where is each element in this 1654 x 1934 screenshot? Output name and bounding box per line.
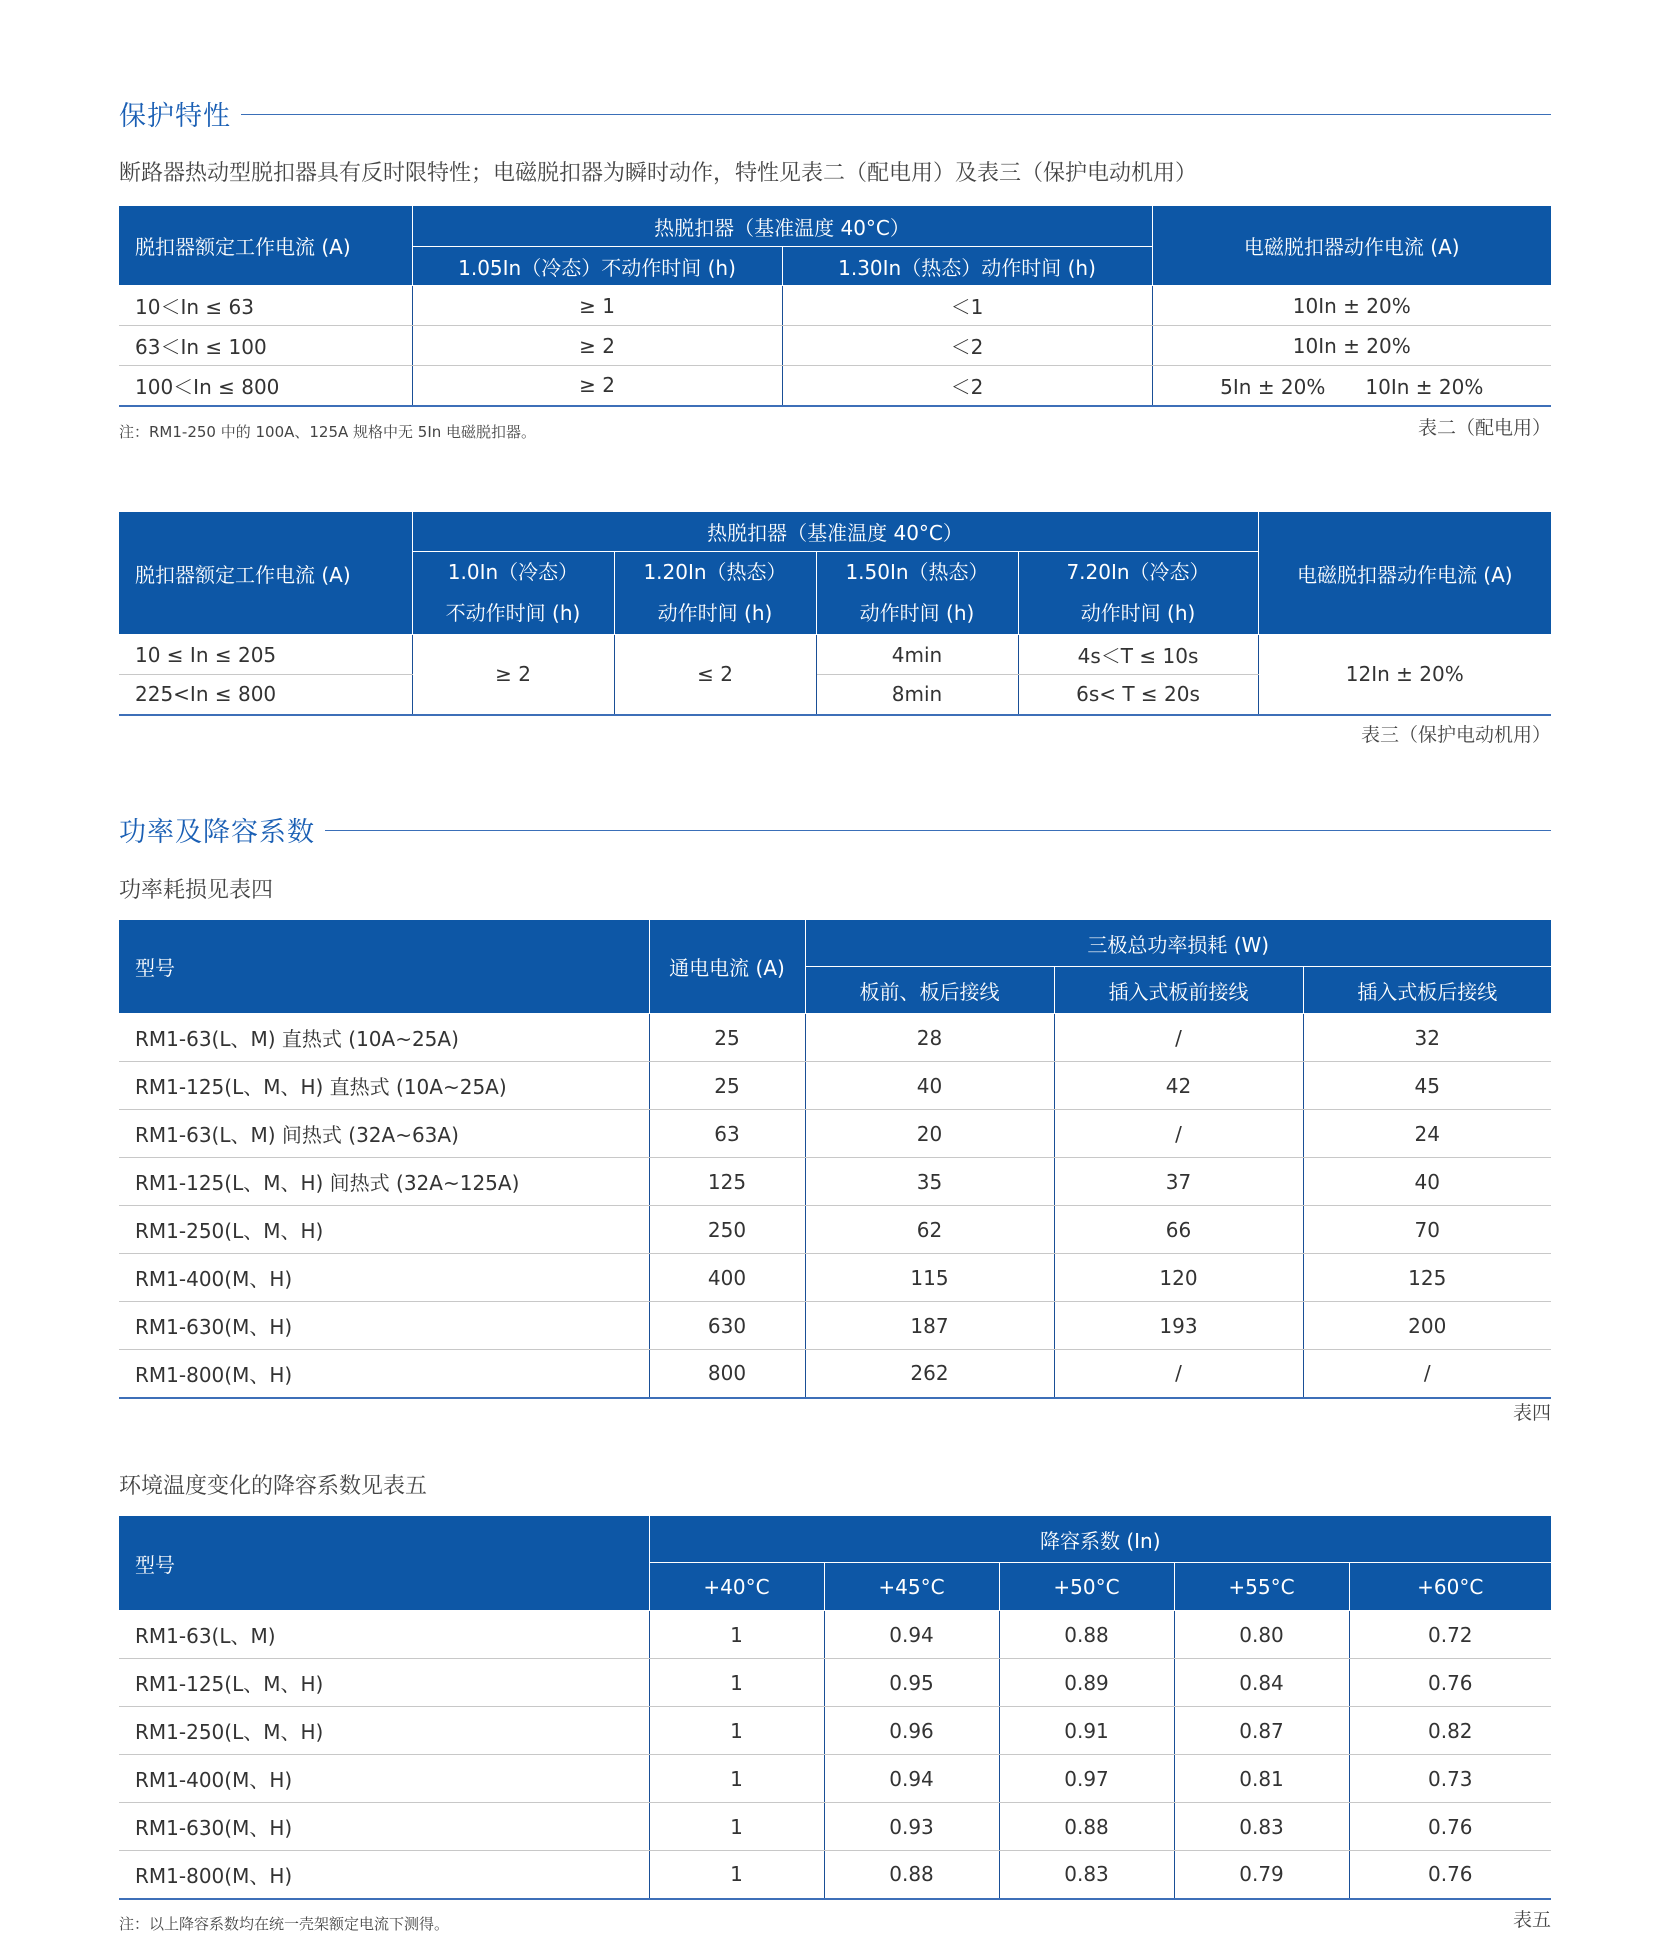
power-intro: 功率耗损见表四 <box>119 878 274 903</box>
header-120in-hot <box>614 552 816 635</box>
cell-loss: / <box>1303 1350 1551 1398</box>
table-row <box>119 1659 1551 1707</box>
header-temp-40: +40°C <box>649 1563 824 1611</box>
cell-150in: 8min <box>816 675 1018 715</box>
cell-720in: 4s＜T ≤ 10s <box>1018 635 1258 675</box>
cell-magnetic: 5In ± 20% 10In ± 20% <box>1152 366 1551 406</box>
section-divider <box>325 830 1551 831</box>
header-150in-hot <box>816 552 1018 635</box>
cell-factor: 0.81 <box>1174 1755 1349 1803</box>
cell-hot: ＜2 <box>782 326 1152 366</box>
table-row <box>119 1707 1551 1755</box>
header-line: 1.20In（热态） <box>643 560 787 584</box>
cell-factor: 0.82 <box>1349 1707 1551 1755</box>
cell-model: RM1-630(M、H) <box>119 1803 649 1851</box>
cell-factor: 0.84 <box>1174 1659 1349 1707</box>
cell-factor: 0.88 <box>999 1611 1174 1659</box>
cell-model: RM1-125(L、M、H) <box>119 1659 649 1707</box>
cell-current: 10 ≤ In ≤ 205 <box>119 635 412 675</box>
header-temp-60: +60°C <box>1349 1563 1551 1611</box>
cell-current: 25 <box>649 1062 805 1110</box>
table-row <box>119 1158 1551 1206</box>
header-line: 动作时间 (h) <box>1080 601 1196 625</box>
cell-factor: 0.94 <box>824 1611 999 1659</box>
cell-current: 250 <box>649 1206 805 1254</box>
cell-cold: ≥ 1 <box>412 286 782 326</box>
cell-cold: ≥ 2 <box>412 366 782 406</box>
header-plugin-front: 插入式板前接线 <box>1054 967 1303 1014</box>
cell-model: RM1-63(L、M) 直热式 (10A~25A) <box>119 1014 649 1062</box>
cell-loss: 20 <box>805 1110 1054 1158</box>
header-cold: 1.05In（冷态）不动作时间 (h) <box>412 247 782 286</box>
cell-loss: 120 <box>1054 1254 1303 1302</box>
section-title-text: 功率及降容系数 <box>119 816 315 848</box>
cell-loss: 193 <box>1054 1302 1303 1350</box>
table5-note: 注：以上降容系数均在统一壳架额定电流下测得。 <box>119 1915 450 1933</box>
cell-factor: 0.79 <box>1174 1851 1349 1899</box>
header-line: 动作时间 (h) <box>657 601 773 625</box>
cell-loss: 200 <box>1303 1302 1551 1350</box>
table-row <box>119 1755 1551 1803</box>
cell-loss: 42 <box>1054 1062 1303 1110</box>
cell-factor: 0.83 <box>999 1851 1174 1899</box>
cell-factor: 0.91 <box>999 1707 1174 1755</box>
cell-factor: 0.96 <box>824 1707 999 1755</box>
table3-caption: 表三（保护电动机用） <box>1360 724 1551 746</box>
table5-caption: 表五 <box>1512 1909 1551 1931</box>
header-thermal: 热脱扣器（基准温度 40°C） <box>412 206 1152 247</box>
table-row <box>119 1254 1551 1302</box>
header-line: 1.50In（热态） <box>845 560 989 584</box>
table-derating <box>119 1515 1551 1900</box>
cell-model: RM1-400(M、H) <box>119 1755 649 1803</box>
cell-hot: ＜2 <box>782 366 1152 406</box>
cell-loss: 125 <box>1303 1254 1551 1302</box>
cell-factor: 0.97 <box>999 1755 1174 1803</box>
table-row <box>119 1350 1551 1398</box>
cell-150in: 4min <box>816 635 1018 675</box>
cell-factor: 0.87 <box>1174 1707 1349 1755</box>
table-distribution <box>119 205 1551 407</box>
cell-hot: ＜1 <box>782 286 1152 326</box>
protection-intro: 断路器热动型脱扣器具有反时限特性；电磁脱扣器为瞬时动作，特性见表二（配电用）及表三（保护电动机用） <box>119 161 1198 186</box>
table-row <box>119 1110 1551 1158</box>
header-temp-55: +55°C <box>1174 1563 1349 1611</box>
cell-magnetic: 10In ± 20% <box>1152 286 1551 326</box>
cell-factor: 0.80 <box>1174 1611 1349 1659</box>
cell-loss: 187 <box>805 1302 1054 1350</box>
cell-factor: 0.89 <box>999 1659 1174 1707</box>
cell-factor: 0.72 <box>1349 1611 1551 1659</box>
cell-factor: 1 <box>649 1707 824 1755</box>
cell-loss: / <box>1054 1014 1303 1062</box>
header-plugin-back: 插入式板后接线 <box>1303 967 1551 1014</box>
cell-factor: 0.94 <box>824 1755 999 1803</box>
table2-note: 注：RM1-250 中的 100A、125A 规格中无 5In 电磁脱扣器。 <box>119 423 537 441</box>
cell-current: 63 <box>649 1110 805 1158</box>
header-hot: 1.30In（热态）动作时间 (h) <box>782 247 1152 286</box>
cell-loss: 40 <box>805 1062 1054 1110</box>
cell-factor: 0.95 <box>824 1659 999 1707</box>
table-row <box>119 326 1551 366</box>
cell-factor: 1 <box>649 1659 824 1707</box>
cell-model: RM1-250(L、M、H) <box>119 1707 649 1755</box>
cell-loss: 35 <box>805 1158 1054 1206</box>
cell-factor: 0.83 <box>1174 1803 1349 1851</box>
section-divider <box>241 114 1551 115</box>
header-thermal: 热脱扣器（基准温度 40°C） <box>412 512 1258 552</box>
cell-current: 25 <box>649 1014 805 1062</box>
cell-factor: 1 <box>649 1851 824 1899</box>
cell-model: RM1-800(M、H) <box>119 1851 649 1899</box>
cell-factor: 0.76 <box>1349 1659 1551 1707</box>
header-model: 型号 <box>119 1516 649 1611</box>
cell-loss: 262 <box>805 1350 1054 1398</box>
table-row <box>119 286 1551 326</box>
cell-loss: / <box>1054 1110 1303 1158</box>
table-row <box>119 1611 1551 1659</box>
cell-current: 225<In ≤ 800 <box>119 675 412 715</box>
header-current: 脱扣器额定工作电流 (A) <box>119 512 412 635</box>
cell-loss: 28 <box>805 1014 1054 1062</box>
header-720in-cold <box>1018 552 1258 635</box>
derating-intro: 环境温度变化的降容系数见表五 <box>119 1474 428 1499</box>
cell-loss: 115 <box>805 1254 1054 1302</box>
table-row <box>119 1302 1551 1350</box>
cell-factor: 0.73 <box>1349 1755 1551 1803</box>
header-line: 动作时间 (h) <box>859 601 975 625</box>
cell-factor: 0.88 <box>824 1851 999 1899</box>
header-line: 不动作时间 (h) <box>445 601 581 625</box>
cell-model: RM1-800(M、H) <box>119 1350 649 1398</box>
table-motor <box>119 511 1551 716</box>
cell-current: 800 <box>649 1350 805 1398</box>
cell-loss: 32 <box>1303 1014 1551 1062</box>
cell-current: 125 <box>649 1158 805 1206</box>
cell-loss: 66 <box>1054 1206 1303 1254</box>
cell-model: RM1-630(M、H) <box>119 1302 649 1350</box>
cell-loss: 40 <box>1303 1158 1551 1206</box>
header-1in-cold <box>412 552 614 635</box>
header-power-group: 三极总功率损耗 (W) <box>805 920 1551 967</box>
table-row <box>119 1803 1551 1851</box>
cell-720in: 6s< T ≤ 20s <box>1018 675 1258 715</box>
cell-model: RM1-400(M、H) <box>119 1254 649 1302</box>
cell-loss: 70 <box>1303 1206 1551 1254</box>
cell-magnetic: 10In ± 20% <box>1152 326 1551 366</box>
cell-current: 100＜In ≤ 800 <box>119 366 412 406</box>
cell-loss: / <box>1054 1350 1303 1398</box>
table-row <box>119 1014 1551 1062</box>
header-temp-45: +45°C <box>824 1563 999 1611</box>
table-row <box>119 1851 1551 1899</box>
cell-cold: ≥ 2 <box>412 326 782 366</box>
header-line: 7.20In（冷态） <box>1066 560 1210 584</box>
header-current: 脱扣器额定工作电流 (A) <box>119 206 412 286</box>
cell-factor: 1 <box>649 1611 824 1659</box>
cell-merged-magnetic: 12In ± 20% <box>1258 635 1551 715</box>
cell-current: 10＜In ≤ 63 <box>119 286 412 326</box>
cell-merged-1in: ≥ 2 <box>412 635 614 715</box>
cell-current: 400 <box>649 1254 805 1302</box>
cell-model: RM1-125(L、M、H) 直热式 (10A~25A) <box>119 1062 649 1110</box>
table-row <box>119 635 1551 675</box>
cell-factor: 0.76 <box>1349 1803 1551 1851</box>
header-magnetic: 电磁脱扣器动作电流 (A) <box>1152 206 1551 286</box>
section-title-power <box>119 809 1551 849</box>
cell-factor: 1 <box>649 1755 824 1803</box>
cell-merged-120in: ≤ 2 <box>614 635 816 715</box>
table-row <box>119 1206 1551 1254</box>
section-title-text: 保护特性 <box>119 100 231 132</box>
header-current: 通电电流 (A) <box>649 920 805 1014</box>
cell-model: RM1-250(L、M、H) <box>119 1206 649 1254</box>
cell-model: RM1-63(L、M) <box>119 1611 649 1659</box>
header-front-back: 板前、板后接线 <box>805 967 1054 1014</box>
cell-model: RM1-125(L、M、H) 间热式 (32A~125A) <box>119 1158 649 1206</box>
cell-factor: 1 <box>649 1803 824 1851</box>
cell-factor: 0.76 <box>1349 1851 1551 1899</box>
table-row <box>119 1062 1551 1110</box>
table2-caption: 表二（配电用） <box>1417 417 1551 439</box>
header-derating-group: 降容系数 (In) <box>649 1516 1551 1563</box>
cell-model: RM1-63(L、M) 间热式 (32A~63A) <box>119 1110 649 1158</box>
table-power-loss <box>119 919 1551 1399</box>
section-title-protection <box>119 93 1551 133</box>
cell-loss: 45 <box>1303 1062 1551 1110</box>
cell-current: 630 <box>649 1302 805 1350</box>
cell-loss: 62 <box>805 1206 1054 1254</box>
header-magnetic: 电磁脱扣器动作电流 (A) <box>1258 512 1551 635</box>
table4-caption: 表四 <box>1512 1402 1551 1424</box>
header-temp-50: +50°C <box>999 1563 1174 1611</box>
table-row <box>119 366 1551 406</box>
cell-loss: 37 <box>1054 1158 1303 1206</box>
header-line: 1.0In（冷态） <box>447 560 579 584</box>
cell-factor: 0.93 <box>824 1803 999 1851</box>
cell-current: 63＜In ≤ 100 <box>119 326 412 366</box>
cell-factor: 0.88 <box>999 1803 1174 1851</box>
cell-loss: 24 <box>1303 1110 1551 1158</box>
header-model: 型号 <box>119 920 649 1014</box>
